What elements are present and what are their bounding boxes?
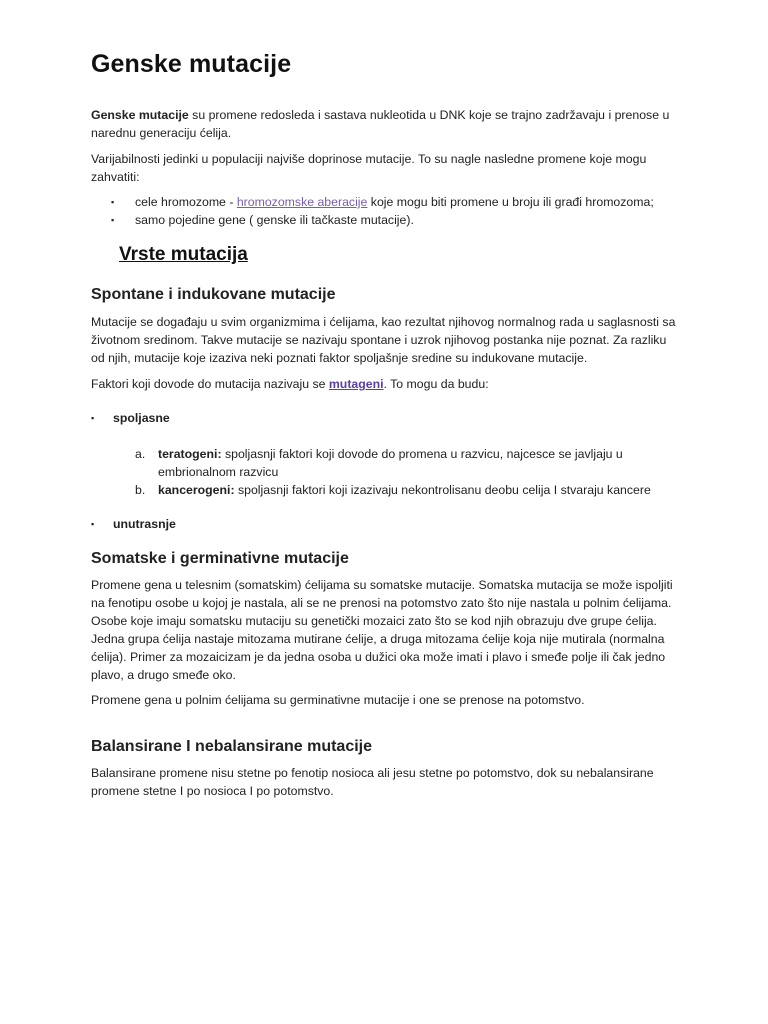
link-mutageni[interactable]: mutageni xyxy=(328,377,384,391)
intro-lead-bold: Genske mutacije xyxy=(91,108,189,122)
somatske-paragraph: Promene gena u telesnim (somatskim) ćelijama su somatske mutacije. Somatska mutacija se može ispoljiti na fenotipu osobe u kojoj je nastala, ali se ne prenosi na potomstvo zato što nije nastala u polnim ćelijama. Osobe koje imaju somatsku mutaciju su genetički mozaici zato što se kod njih obrazuju dve grupe ćelija. Jedna grupa ćelija nastaje mitozama mutirane ćelije, a druga mitozama ćelije koja nije mutirala (normalna ćelija). Primer za mozaicizam je da jedna osoba u dužici oka može imati i plavo i smeđe polje ili čak jedno plavo, a drugo smeđe oko. xyxy=(91,578,673,682)
bullet-item-2: samo pojedine gene ( genske ili tačkaste mutacije). xyxy=(135,213,414,227)
list-item-kancerogeni xyxy=(158,481,718,499)
mutageni-post: . To mogu da budu: xyxy=(383,377,489,391)
teratogeni-label: teratogeni: xyxy=(158,447,222,461)
bullet-1-post: koje mogu biti promene u broju ili građi hromozoma; xyxy=(367,195,654,209)
kancerogeni-text: spoljasnji faktori koji izazivaju nekontrolisanu deobu celija I stvaraju kancere xyxy=(234,483,651,497)
bullet-marker: ▪ xyxy=(111,215,115,225)
kancerogeni-label: kancerogeni: xyxy=(158,483,235,497)
list-item-teratogeni xyxy=(158,445,658,481)
list-marker-b: b. xyxy=(135,483,146,497)
page-title: Genske mutacije xyxy=(91,50,292,78)
section-heading-vrste-text: Vrste mutacija xyxy=(119,244,248,265)
mutageni-pre: Faktori koji dovode do mutacija nazivaju se xyxy=(91,377,329,391)
link-hromozomske-aberacije[interactable]: hromozomske aberacije xyxy=(236,195,368,209)
subheading-somatske: Somatske i germinativne mutacije xyxy=(91,550,349,567)
bullet-marker: ▪ xyxy=(111,197,115,207)
list-marker-a: a. xyxy=(135,447,146,461)
section-heading-vrste xyxy=(115,244,248,266)
balansirane-paragraph: Balansirane promene nisu stetne po fenotip nosioca ali jesu stetne po potomstvo, dok su nebalansirane promene stetne I po nosioca I po potomstvo. xyxy=(91,766,654,798)
bullet-item-1 xyxy=(135,193,695,211)
bullet-1-pre: cele hromozome - xyxy=(135,195,237,209)
list-item-spoljasne: spoljasne xyxy=(113,411,170,425)
intro-paragraph xyxy=(91,106,681,142)
bullet-marker: ▪ xyxy=(91,519,95,529)
teratogeni-text: spoljasnji faktori koji dovode do promena u razvicu, najcesce se javljaju u embrionalnom razvicu xyxy=(158,447,623,479)
subheading-balansirane: Balansirane I nebalansirane mutacije xyxy=(91,738,373,755)
list-item-unutrasnje: unutrasnje xyxy=(113,517,176,531)
spontane-paragraph: Mutacije se događaju u svim organizmima i ćelijama, kao rezultat njihovog normalnog rada u saglasnosti sa životnom sredinom. Takve mutacije se nazivaju spontane i uzrok njihovog postanka nije poznat. Za razliku od njih, mutacije koje izaziva neki poznati faktor spoljašnje sredine su indukovane mutacije. xyxy=(91,315,676,365)
intro-paragraph-2: Varijabilnosti jedinki u populaciji najviše doprinose mutacije. To su nagle nasledne promene koje mogu zahvatiti: xyxy=(91,152,647,184)
intro-lead-rest: su promene redosleda i sastava nukleotida u DNK koje se trajno zadržavaju i prenose u narednu generaciju ćelija. xyxy=(91,108,670,140)
mutageni-paragraph xyxy=(91,375,681,393)
germinativne-paragraph: Promene gena u polnim ćelijama su germinativne mutacije i one se prenose na potomstvo. xyxy=(91,693,585,707)
subheading-spontane: Spontane i indukovane mutacije xyxy=(91,286,336,303)
bullet-marker: ▪ xyxy=(91,413,95,423)
